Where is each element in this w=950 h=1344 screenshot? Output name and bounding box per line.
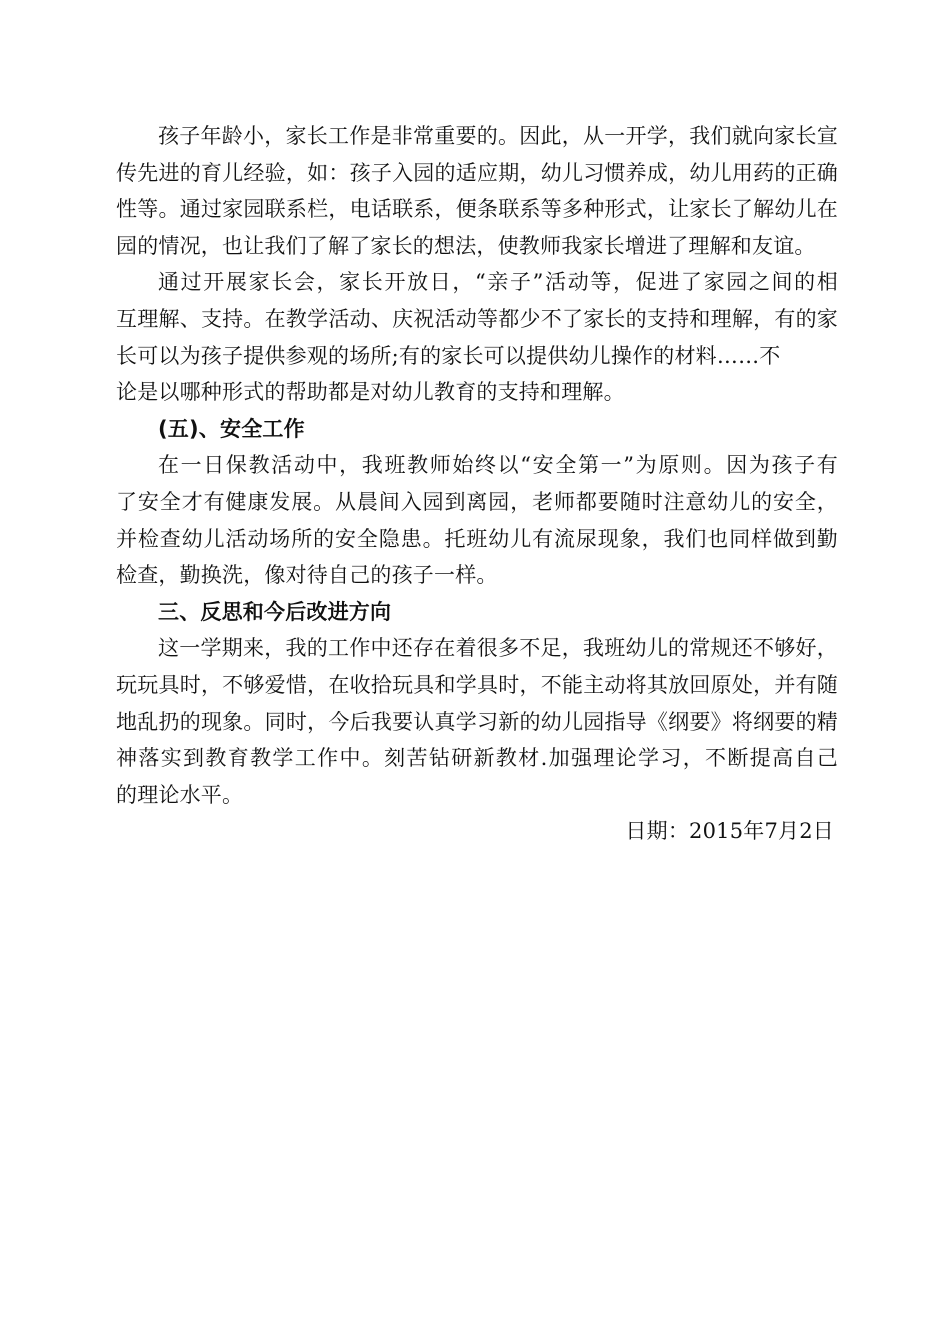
paragraph-reflection-line-4: 神落实到教育教学工作中。刻苦钻研新教材.加强理论学习，不断提高自己 [116, 746, 838, 771]
paragraph-reflection-line-5: 的理论水平。 [116, 782, 244, 807]
paragraph-parents-line-3: 性等。通过家园联系栏，电话联系，便条联系等多种形式，让家长了解幼儿在 [116, 197, 838, 222]
paragraph-safety-line-1: 在一日保教活动中，我班教师始终以“安全第一”为原则。因为孩子有 [158, 453, 838, 478]
paragraph-activities-line-2: 互理解、支持。在教学活动、庆祝活动等都少不了家长的支持和理解，有的家 [116, 306, 838, 331]
paragraph-reflection-line-1: 这一学期来，我的工作中还存在着很多不足，我班幼儿的常规还不够好， [158, 636, 838, 661]
paragraph-safety-line-3: 并检查幼儿活动场所的安全隐患。托班幼儿有流尿现象，我们也同样做到勤 [116, 526, 838, 551]
paragraph-activities-line-3: 长可以为孩子提供参观的场所;有的家长可以提供幼儿操作的材料……不 [116, 343, 781, 368]
section-heading-safety: (五)、安全工作 [158, 416, 305, 441]
paragraph-safety-line-4: 检查，勤换洗，像对待自己的孩子一样。 [116, 563, 498, 588]
paragraph-parents-line-4: 园的情况，也让我们了解了家长的想法，使教师我家长增进了理解和友谊。 [116, 233, 816, 258]
document-body [116, 118, 838, 850]
paragraph-safety-line-2: 了安全才有健康发展。从晨间入园到离园，老师都要随时注意幼儿的安全， [116, 489, 838, 514]
section-heading-reflection: 三、反思和今后改进方向 [158, 599, 392, 624]
paragraph-parents-line-2: 传先进的育儿经验，如：孩子入园的适应期，幼儿习惯养成，幼儿用药的正确 [116, 160, 838, 185]
paragraph-activities-line-4: 论是以哪种形式的帮助都是对幼儿教育的支持和理解。 [116, 380, 625, 405]
paragraph-parents-line-1: 孩子年龄小，家长工作是非常重要的。因此，从一开学，我们就向家长宣 [158, 124, 838, 148]
paragraph-reflection-line-2: 玩玩具时，不够爱惜，在收拾玩具和学具时，不能主动将其放回原处，并有随 [116, 672, 838, 697]
paragraph-reflection-line-3: 地乱扔的现象。同时，今后我要认真学习新的幼儿园指导《纲要》将纲要的精 [116, 709, 838, 734]
paragraph-activities-line-1: 通过开展家长会，家长开放日，“亲子”活动等，促进了家园之间的相 [158, 270, 838, 295]
document-date: 日期：2015年7月2日 [625, 819, 834, 844]
